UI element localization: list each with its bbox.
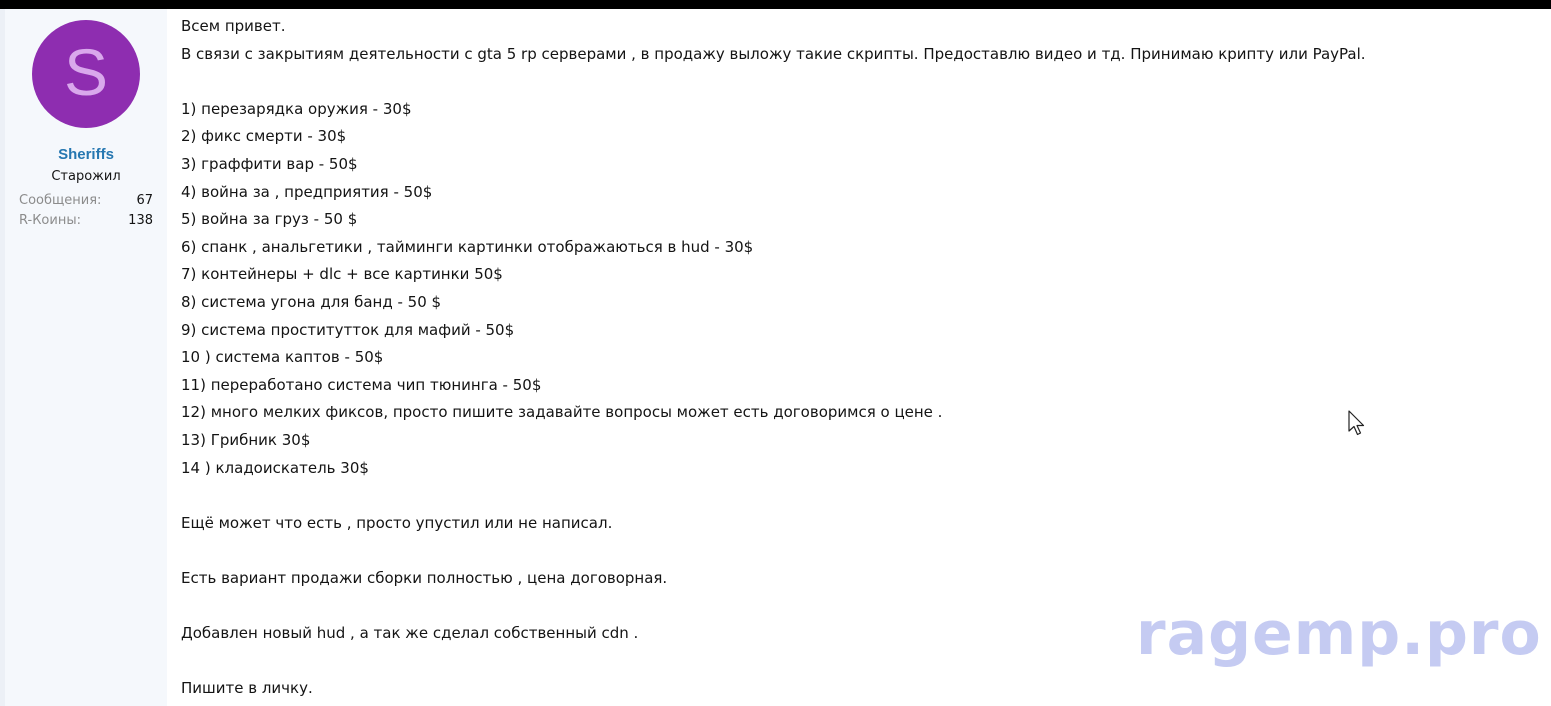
post-line: 8) система угона для банд - 50 $ bbox=[181, 292, 442, 311]
top-bar bbox=[0, 0, 1551, 9]
post-line: Добавлен новый hud , а так же сделал собственный cdn . bbox=[181, 624, 639, 643]
avatar-letter: S bbox=[63, 35, 109, 109]
user-title: Старожил bbox=[51, 169, 121, 184]
post-line bbox=[181, 537, 1381, 565]
post-line: Ещё может что есть , просто упустил или не написал. bbox=[181, 513, 613, 532]
post-line: 3) граффити вар - 50$ bbox=[181, 154, 358, 173]
stat-value: 67 bbox=[136, 193, 153, 208]
stat-messages bbox=[19, 193, 153, 208]
post-line: Пишите в личку. bbox=[181, 679, 313, 698]
post-line: 5) война за груз - 50 $ bbox=[181, 210, 358, 229]
stat-value: 138 bbox=[128, 213, 153, 228]
post-line bbox=[181, 68, 1381, 96]
post-line: 1) перезарядка оружия - 30$ bbox=[181, 99, 412, 118]
post-line: 2) фикс смерти - 30$ bbox=[181, 127, 347, 146]
post-line: 4) война за , предприятия - 50$ bbox=[181, 182, 433, 201]
avatar[interactable] bbox=[32, 20, 140, 128]
post-line: Всем привет. bbox=[181, 17, 286, 35]
stat-label: Сообщения: bbox=[19, 193, 102, 208]
post-line: 6) спанк , анальгетики , тайминги картинки отображаються в hud - 30$ bbox=[181, 237, 754, 256]
mouse-cursor-icon bbox=[1347, 410, 1367, 436]
post-line: В связи с закрытиям деятельности с gta 5 rp серверами , в продажу выложу такие скрипты. Предоставлю видео и тд. Принимаю крипту или PayPal. bbox=[181, 44, 1366, 63]
post-line: 7) контейнеры + dlc + все картинки 50$ bbox=[181, 265, 503, 284]
watermark: ragemp.pro bbox=[1136, 599, 1542, 669]
post-line: 13) Грибник 30$ bbox=[181, 430, 311, 449]
post-line: 14 ) кладоискатель 30$ bbox=[181, 458, 369, 477]
post-line bbox=[181, 482, 1381, 510]
post-line: 12) много мелких фиксов, просто пишите задавайте вопросы может есть договоримся о цене . bbox=[181, 403, 943, 422]
stat-coins bbox=[19, 213, 153, 228]
post-line: 11) переработано система чип тюнинга - 50$ bbox=[181, 375, 542, 394]
username-link[interactable]: Sheriffs bbox=[58, 146, 114, 163]
post-line: 9) система проститутток для мафий - 50$ bbox=[181, 320, 515, 339]
post-line: 10 ) система каптов - 50$ bbox=[181, 348, 384, 367]
post-line: Есть вариант продажи сборки полностью , цена договорная. bbox=[181, 568, 668, 587]
stat-label: R-Коины: bbox=[19, 213, 81, 228]
